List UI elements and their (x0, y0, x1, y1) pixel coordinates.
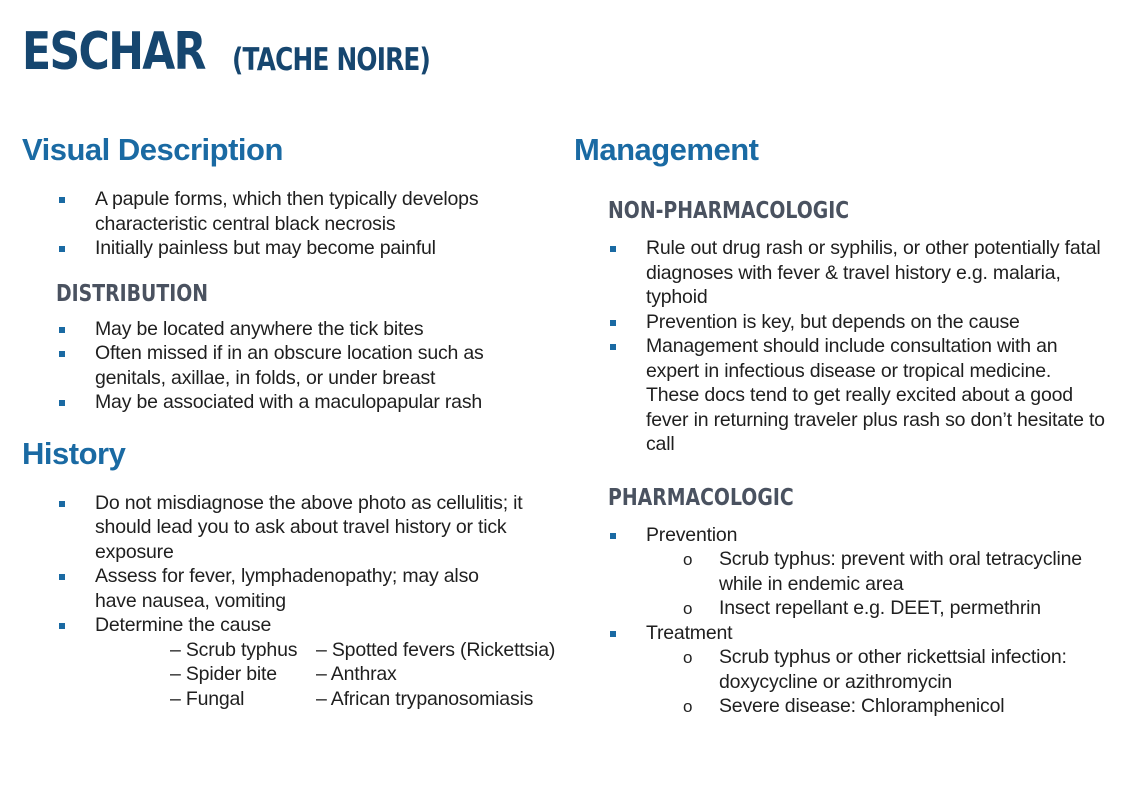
list-item: Treatment (646, 621, 1106, 646)
list-item: o Severe disease: Chloramphenicol (719, 694, 1089, 719)
pharmacologic-list-treatment (646, 621, 1106, 646)
list-item: Rule out drug rash or syphilis, or other potentially fatal diagnoses with fever & travel history e.g. malaria, typhoid (646, 236, 1106, 310)
page-title: ESCHAR (22, 22, 205, 82)
distribution-heading: DISTRIBUTION (56, 280, 209, 307)
list-item: Prevention (646, 523, 1106, 548)
causes-grid (170, 638, 562, 712)
pharmacologic-list (646, 523, 1106, 548)
cause-item: – Fungal (170, 687, 245, 710)
list-item: Management should include consultation with an expert in infectious disease or tropical medicine. These docs tend to get really excited about a good fever in returning traveler plus rash so don’t hesitate to call (646, 335, 1105, 455)
list-item: A papule forms, which then typically develops characteristic central black necrosis (95, 187, 525, 236)
page-subtitle: (TACHE NOIRE) (232, 42, 431, 78)
distribution-list (95, 317, 550, 415)
list-item: Often missed if in an obscure location such as genitals, axillae, in folds, or under breast (95, 341, 550, 390)
history-list (95, 491, 525, 638)
list-item: Initially painless but may become painful (95, 236, 525, 261)
cause-item: – Anthrax (316, 663, 397, 685)
cause-item: – African trypanosomiasis (316, 687, 534, 710)
non-pharmacologic-heading: NON-PHARMACOLOGIC (608, 198, 850, 224)
list-item: Do not misdiagnose the above photo as cellulitis; it should lead you to ask about travel history or tick exposure (95, 491, 525, 565)
list-item: o Insect repellant e.g. DEET, permethrin (719, 596, 1089, 621)
non-pharmacologic-list (646, 236, 1106, 457)
management-heading: Management (574, 132, 759, 167)
list-item: Assess for fever, lymphadenopathy; may also have nausea, vomiting (95, 564, 525, 613)
left-column (22, 132, 562, 712)
list-item: Determine the cause (95, 613, 525, 638)
list-item: Prevention is key, but depends on the cause (646, 310, 1106, 335)
cause-item: – Scrub typhus (170, 638, 298, 661)
treatment-sublist (719, 645, 1089, 719)
list-item: o Scrub typhus: prevent with oral tetracycline while in endemic area (719, 547, 1089, 596)
list-item: May be located anywhere the tick bites (95, 317, 550, 342)
pharmacologic-heading: PHARMACOLOGIC (608, 484, 794, 511)
list-item: o Scrub typhus or other rickettsial infection: doxycycline or azithromycin (719, 645, 1089, 694)
visual-description-list (95, 187, 525, 261)
history-heading: History (22, 435, 126, 471)
visual-description-heading: Visual Description (22, 132, 283, 167)
list-item: May be associated with a maculopapular rash (95, 390, 550, 415)
cause-item: – Spotted fevers (Rickettsia) (316, 638, 556, 661)
prevention-sublist (719, 547, 1089, 621)
right-column (574, 132, 1134, 719)
cause-item: – Spider bite (170, 663, 277, 685)
